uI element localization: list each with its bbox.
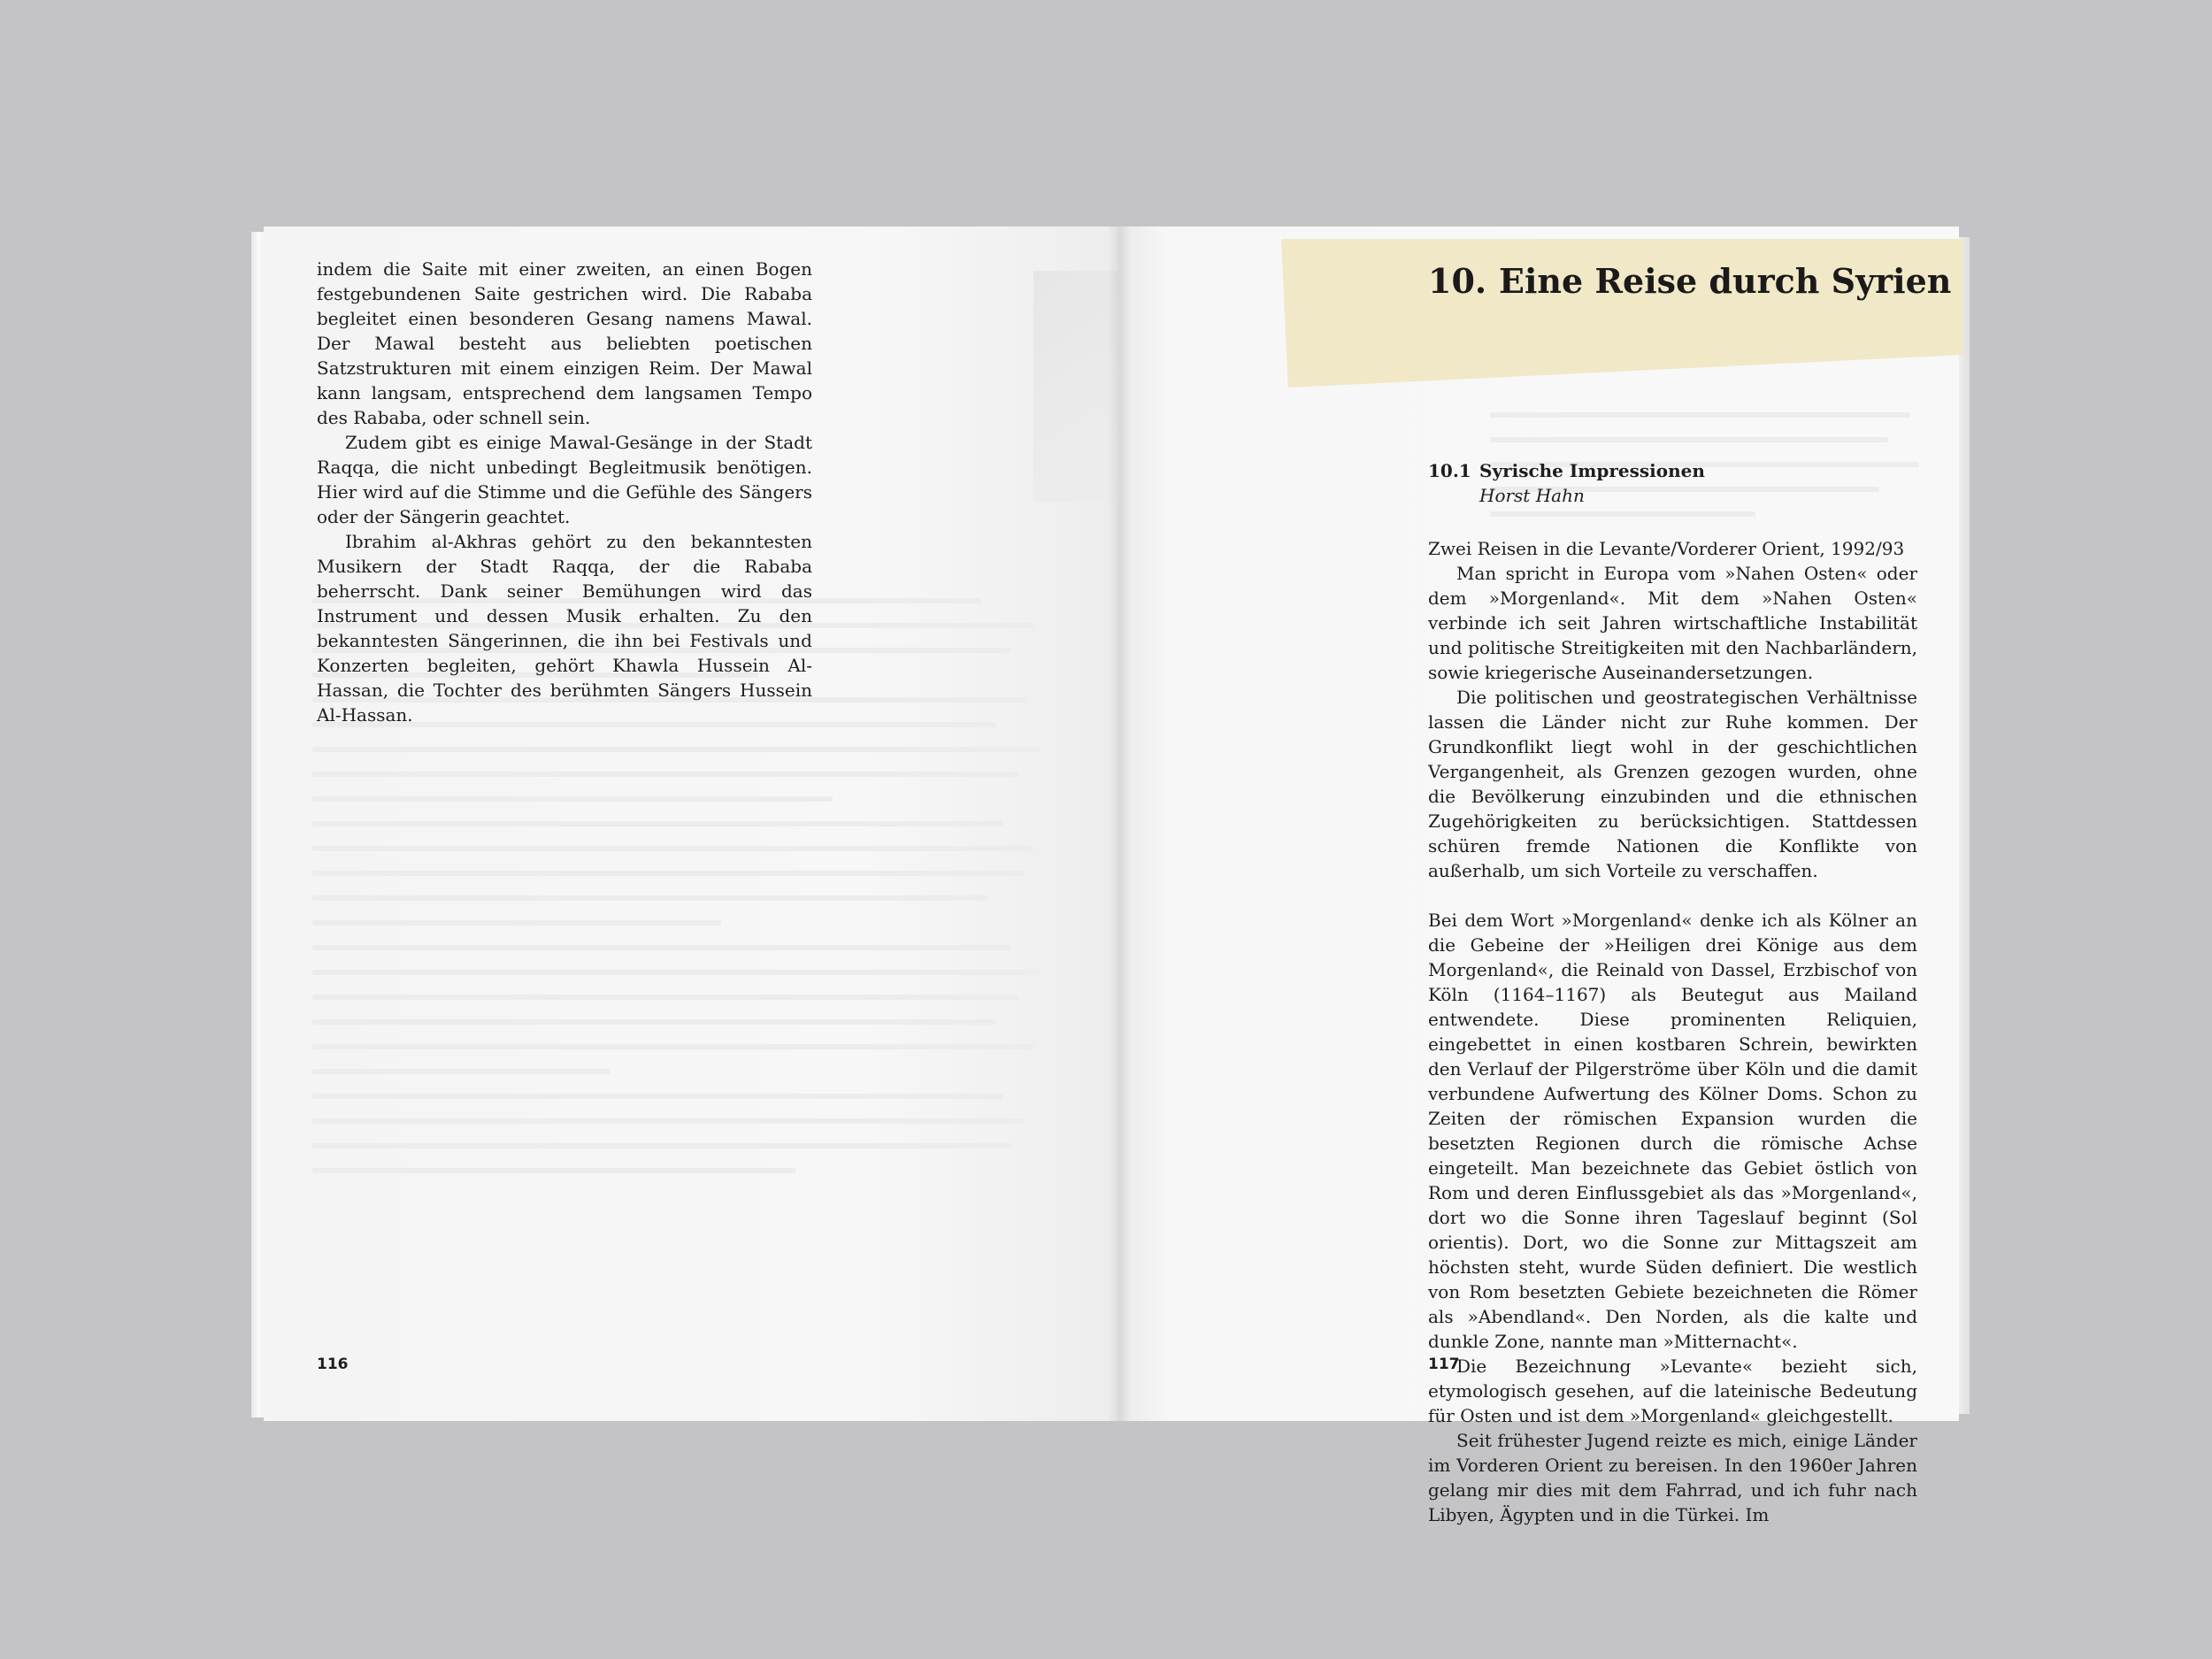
paragraph: Bei dem Wort »Morgenland« denke ich als Kölner an die Gebeine der »Heiligen drei Könige aus dem Morgenland«, die Reinald von Dassel, Erzbischof von Köln (1164–1167) als Beutegut aus Mailand entwendete. Diese prominenten Reliquien, eingebettet in einen kostbaren Schrein, bewirkten den Verlauf der Pilgerströme über Köln und die damit verbundene Aufwertung des Kölner Doms. Schon zu Zeiten der römischen Expansion wurden die besetzten Regionen durch die römische Achse eingeteilt. Man bezeichnete das Gebiet östlich von Rom und deren Einflussgebiet als das »Morgenland«, dort wo die Sonne ihren Tageslauf beginnt (Sol orientis). Dort, wo die Sonne zur Mittagszeit am höchsten steht, wurde Süden definiert. Die westlich von Rom besetzten Gebiete bezeichneten die Römer als »Abendland«. Den Norden, als die kalte und dunkle Zone, nannte man »Mitternacht«.	[1428, 910, 1917, 1352]
book-gutter	[1108, 227, 1131, 1421]
left-body-text	[317, 257, 812, 727]
chapter-title-text: Eine Reise durch Syrien	[1499, 261, 1952, 301]
right-page	[1118, 227, 1959, 1525]
paragraph: Zwei Reisen in die Levante/Vorderer Orient, 1992/93	[1428, 538, 1905, 559]
paragraph: Die Bezeichnung »Levante« bezieht sich, etymologisch gesehen, auf die lateinische Bedeutung für Osten und ist dem »Morgenland« gleichgestellt.	[1428, 1356, 1917, 1426]
paragraph: indem die Saite mit einer zweiten, an einen Bogen festgebundenen Saite gestrichen wird. Die Rababa begleitet einen besonderen Gesang namens Mawal. Der Mawal besteht aus beliebten poetischen Satzstrukturen mit einem einzigen Reim. Der Mawal kann langsam, entsprechend dem langsamen Tempo des Rababa, oder schnell sein.	[317, 258, 812, 428]
paragraph: Die politischen und geostrategischen Verhältnisse lassen die Länder nicht zur Ruhe kommen. Der Grundkonflikt liegt wohl in der geschichtlichen Vergangenheit, als Grenzen gezogen wurden, ohne die Bevölkerung einzubinden und die ethnischen Zugehörigkeiten zu berücksichtigen. Stattdessen schüren fremde Nationen die Konflikte von außerhalb, um sich Vorteile zu verschaffen.	[1428, 687, 1917, 881]
author-name: Horst Hahn	[1479, 485, 1585, 506]
section-number: 10.1	[1428, 460, 1471, 481]
section-title: Syrische Impressionen	[1479, 460, 1705, 481]
right-body-text	[1428, 536, 1917, 1527]
page-number-right: 117	[1428, 1356, 1460, 1373]
left-page	[264, 227, 1118, 1421]
page-number-left: 116	[317, 1356, 349, 1373]
paragraph: Seit frühester Jugend reizte es mich, einige Länder im Vorderen Orient zu bereisen. In den 1960er Jahren gelang mir dies mit dem Fahrrad, und ich fuhr nach Libyen, Ägypten und in die Türkei. Im	[1428, 1430, 1917, 1525]
paragraph: Ibrahim al-Akhras gehört zu den bekanntesten Musikern der Stadt Raqqa, der die Rababa beherrscht. Dank seiner Bemühungen wird das Instrument und dessen Musik erhalten. Zu den bekanntesten Sängerinnen, die ihn bei Festivals und Konzerten begleiten, gehört Khawla Hussein Al-Hassan, die Tochter des berühmten Sängers Hussein Al-Hassan.	[317, 531, 812, 726]
paragraph: Man spricht in Europa vom »Nahen Osten« oder dem »Morgenland«. Mit dem »Nahen Osten« verbinde ich seit Jahren wirtschaftliche Instabilität und politische Streitigkeiten mit den Nachbarländern, sowie kriegerische Auseinandersetzungen.	[1428, 563, 1917, 683]
chapter-title	[1428, 260, 1951, 303]
paragraph: Zudem gibt es einige Mawal-Gesänge in der Stadt Raqqa, die nicht unbedingt Begleitmusik benötigen. Hier wird auf die Stimme und die Gefühle des Sängers oder der Sängerin geachtet.	[317, 432, 812, 527]
chapter-number: 10.	[1428, 261, 1487, 301]
section-heading	[1428, 458, 1705, 508]
